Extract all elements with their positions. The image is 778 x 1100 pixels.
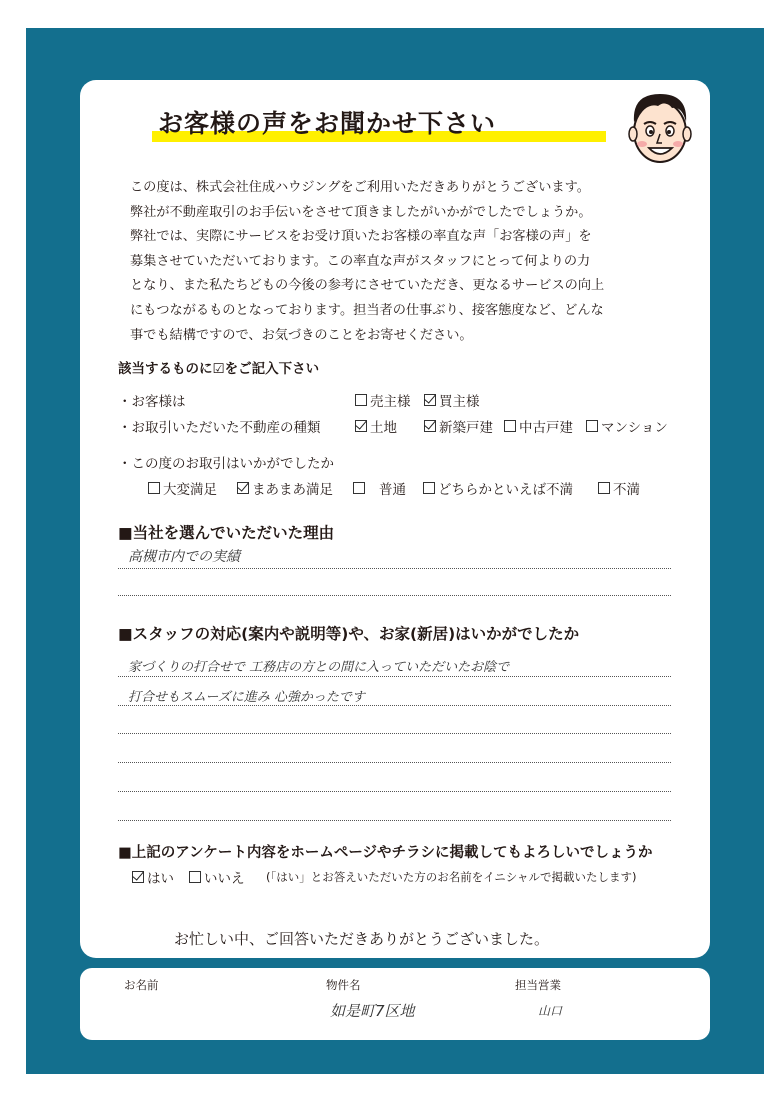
staff-value: 山口	[538, 1004, 563, 1018]
intro-line: 募集させていただいております。この率直な声がスタッフにとって何よりの力	[130, 253, 591, 269]
checkbox[interactable]	[586, 420, 598, 432]
mascot-face-icon	[622, 86, 698, 168]
option-fairly-satisfied[interactable]	[237, 478, 333, 498]
staff-label: 担当営業	[515, 978, 561, 992]
customer-type-label: ・お客様は	[118, 394, 186, 410]
answer-line	[118, 595, 671, 596]
option-label: いいえ	[204, 871, 245, 887]
option-label: 不満	[613, 482, 640, 498]
option-label: 普通	[379, 482, 406, 498]
satisfaction-label: ・この度のお取引はいかがでしたか	[118, 456, 334, 472]
option-somewhat-dissatisfied[interactable]	[423, 478, 573, 498]
answer-line	[118, 676, 671, 677]
property-value: 如是町7区地	[330, 1002, 415, 1020]
intro-line: この度は、株式会社住成ハウジングをご利用いただきありがとうございます。	[130, 180, 590, 195]
answer-line	[118, 705, 671, 706]
name-label: お名前	[124, 978, 159, 992]
answer-line	[118, 762, 671, 763]
intro-text	[130, 176, 690, 348]
option-mansion[interactable]	[586, 416, 668, 436]
option-no[interactable]	[189, 867, 245, 887]
property-type-label: ・お取引いただいた不動産の種類	[118, 420, 321, 436]
option-label: どちらかといえば不満	[438, 482, 573, 498]
checkbox[interactable]	[424, 420, 436, 432]
checkbox[interactable]	[504, 420, 516, 432]
q3-note: (「はい」とお答えいただいた方のお名前をイニシャルで掲載いたします)	[266, 870, 637, 884]
option-land[interactable]	[355, 416, 397, 436]
checkbox[interactable]	[189, 871, 201, 883]
page-title: お客様の声をお聞かせ下さい	[158, 109, 497, 138]
option-label: 大変満足	[163, 482, 217, 498]
check-instruction: 該当するものに☑をご記入下さい	[118, 361, 320, 377]
checkbox[interactable]	[353, 482, 365, 494]
checkbox[interactable]	[598, 482, 610, 494]
intro-line: 弊社では、実際にサービスをお受け頂いたお客様の率直な声「お客様の声」を	[130, 229, 592, 245]
option-label: マンション	[601, 420, 668, 436]
thanks-message: お忙しい中、ご回答いただきありがとうございました。	[174, 930, 550, 948]
intro-line: 事でも結構ですので、お気づきのことをお寄せください。	[130, 327, 473, 343]
option-dissatisfied[interactable]	[598, 478, 640, 498]
q2-answer-line-2: 打合せもスムーズに進み 心強かったです	[128, 690, 365, 705]
option-yes[interactable]	[132, 867, 174, 887]
checkbox[interactable]	[424, 394, 436, 406]
q3-heading: ■上記のアンケート内容をホームページやチラシに掲載してもよろしいでしょうか	[118, 845, 653, 861]
intro-line: 弊社が不動産取引のお手伝いをさせて頂きましたがいかがでしたでしょうか。	[130, 204, 592, 220]
option-label: 新築戸建	[439, 420, 493, 436]
option-label: 買主様	[439, 394, 480, 410]
checkbox[interactable]	[423, 482, 435, 494]
answer-line	[118, 733, 671, 734]
option-label: まあまあ満足	[252, 482, 333, 498]
option-normal[interactable]	[353, 478, 406, 498]
checkbox[interactable]	[237, 482, 249, 494]
option-label: 売主様	[370, 394, 411, 410]
option-very-satisfied[interactable]	[148, 478, 217, 498]
option-label: 中古戸建	[519, 420, 573, 436]
intro-line: にもつながるものとなっております。担当者の仕事ぶり、接客態度など、どんな	[130, 302, 604, 318]
q2-heading: ■スタッフの対応(案内や説明等)や、お家(新居)はいかがでしたか	[118, 625, 580, 643]
option-label: はい	[147, 871, 174, 887]
q2-answer-line-1: 家づくりの打合せで 工務店の方との間に入っていただいたお陰で	[128, 660, 510, 675]
q1-heading: ■当社を選んでいただいた理由	[118, 524, 335, 542]
option-buyer[interactable]	[424, 390, 480, 410]
checkbox[interactable]	[132, 871, 144, 883]
answer-line	[118, 820, 671, 821]
property-label: 物件名	[326, 978, 361, 992]
option-used-house[interactable]	[504, 416, 573, 436]
intro-line: となり、また私たちどもの今後の参考にさせていただき、更なるサービスの向上	[130, 278, 605, 294]
q1-answer: 高槻市内での実績	[128, 549, 240, 565]
checkbox[interactable]	[355, 394, 367, 406]
option-seller[interactable]	[355, 390, 411, 410]
answer-line	[118, 568, 671, 569]
checkbox[interactable]	[355, 420, 367, 432]
option-new-house[interactable]	[424, 416, 493, 436]
answer-line	[118, 791, 671, 792]
option-label: 土地	[370, 420, 397, 436]
checkbox[interactable]	[148, 482, 160, 494]
